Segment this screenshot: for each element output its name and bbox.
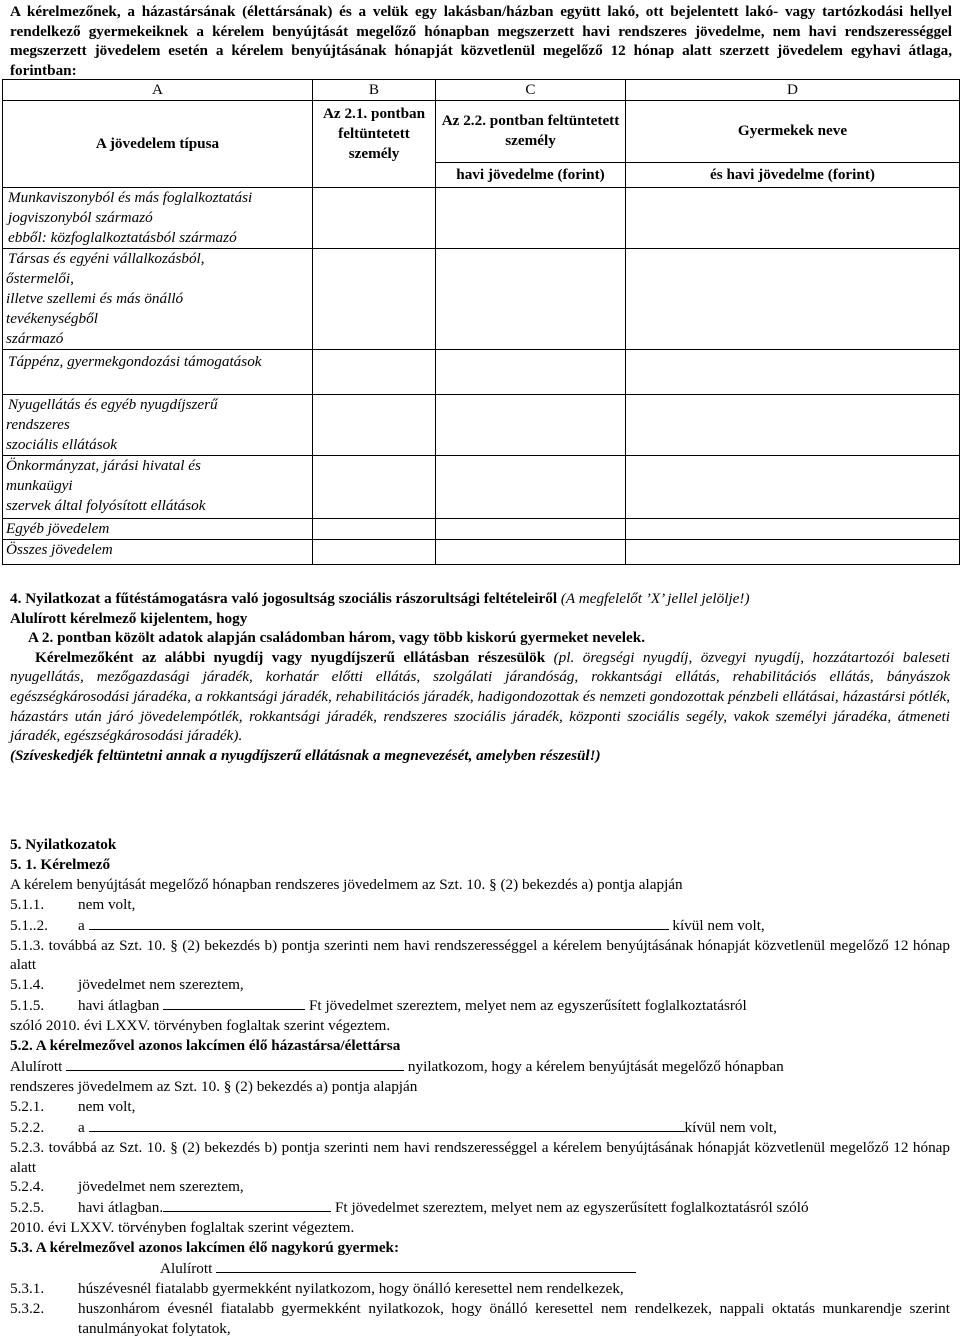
section-5 (10, 835, 950, 1339)
table-cell[interactable] (626, 456, 960, 519)
table-cell[interactable] (626, 188, 960, 249)
table-cell[interactable] (436, 350, 626, 395)
table-cell[interactable] (436, 188, 626, 249)
option-5-2-4[interactable]: 5.2.4. jövedelmet nem szereztem, (10, 1178, 244, 1196)
table-cell[interactable] (313, 350, 436, 395)
section-4-line: Alulírott kérelmező kijelentem, hogy (10, 609, 248, 627)
column-letter: B (313, 80, 436, 101)
name-field[interactable] (216, 1258, 636, 1273)
header-row (3, 101, 960, 163)
table-cell[interactable] (436, 249, 626, 350)
table-row (3, 456, 960, 519)
option-5-1-2[interactable]: 5.1..2. a kívül nem volt, (10, 916, 765, 934)
table-cell[interactable] (313, 188, 436, 249)
column-letter: D (626, 80, 960, 101)
table-row (3, 350, 960, 395)
blank-field[interactable] (163, 995, 305, 1010)
row-label: Társas és egyéni vállalkozásból, őstermelői, illetve szellemi és más önálló tevékenységből származó (3, 249, 313, 350)
option-5-2-5[interactable]: 5.2.5. havi átlagban. Ft jövedelmet szereztem, melyet nem az egyszerűsített foglalkoztatásról szóló (10, 1199, 809, 1217)
option-5-1-5-cont: szóló 2010. évi LXXV. törvényben foglaltak szerint végeztem. (10, 1017, 391, 1035)
table-row (3, 540, 960, 565)
table-cell[interactable] (626, 519, 960, 540)
table-cell[interactable] (313, 456, 436, 519)
option-5-1-5[interactable]: 5.1.5. havi átlagban Ft jövedelmet szereztem, melyet nem az egyszerűsített foglalkoztatásról (10, 997, 747, 1015)
row-label: Táppénz, gyermekgondozási támogatások (3, 350, 313, 395)
table-cell[interactable] (626, 350, 960, 395)
name-field[interactable] (66, 1056, 404, 1071)
row-label: Munkaviszonyból és más foglalkoztatási jogviszonyból származó ebből: közfoglalkoztatásból származó (3, 188, 313, 249)
section-5-3-declaration: Alulírott (10, 1258, 950, 1279)
subheader-children-income: és havi jövedelme (forint) (626, 162, 960, 187)
table-cell[interactable] (313, 395, 436, 456)
section-4 (10, 589, 950, 765)
income-table (2, 79, 960, 565)
row-label: Önkormányzat, járási hivatal és munkaügyi szervek által folyósított ellátások (3, 456, 313, 519)
subheader-monthly-income: havi jövedelme (forint) (436, 162, 626, 187)
table-row (3, 395, 960, 456)
row-label: Összes jövedelem (3, 540, 313, 565)
section-5-2-cont: rendszeres jövedelmem az Szt. 10. § (2) bekezdés a) pontja alapján (10, 1077, 418, 1095)
column-letter: C (436, 80, 626, 101)
table-cell[interactable] (313, 519, 436, 540)
option-5-2-5-cont: 2010. évi LXXV. törvényben foglaltak szerint végeztem. (10, 1219, 355, 1237)
option-5-2-3: 5.2.3. továbbá az Szt. 10. § (2) bekezdés b) pontja szerinti nem havi rendszerességgel a kérelem benyújtásának hónapját közvetlenül megelőző 12 hónap alatt (10, 1138, 950, 1176)
row-label: Nyugellátás és egyéb nyugdíjszerű rendszeres szociális ellátások (3, 395, 313, 456)
section-5-2-declaration: Alulírott nyilatkozom, hogy a kérelem benyújtását megelőző hónapban (10, 1057, 784, 1075)
section-4-title: 4. Nyilatkozat a fűtéstámogatásra való jogosultság szociális rászorultsági feltételeiről (A megfelelőt ’X’ jellel jelölje!) (10, 590, 750, 607)
table-cell[interactable] (313, 540, 436, 565)
option-5-1-3: 5.1.3. továbbá az Szt. 10. § (2) bekezdés b) pontja szerinti nem havi rendszerességgel a kérelem benyújtásának hónapját közvetlenül megelőző 12 hónap alatt (10, 936, 950, 974)
header-children-name: Gyermekek neve (626, 101, 960, 163)
table-row (3, 519, 960, 540)
table-row (3, 188, 960, 249)
section-5-2-title: 5.2. A kérelmezővel azonos lakcímen élő házastársa/élettársa (10, 1037, 401, 1055)
option-three-children[interactable]: A 2. pontban közölt adatok alapján családomban három, vagy több kiskorú gyermeket nevelek. (28, 629, 645, 647)
table-cell[interactable] (436, 519, 626, 540)
option-5-2-2[interactable]: 5.2.2. a kívül nem volt, (10, 1118, 777, 1136)
header-person-2-2: Az 2.2. pontban feltüntetett személy (436, 101, 626, 163)
section-5-3-title: 5.3. A kérelmezővel azonos lakcímen élő nagykorú gyermek: (10, 1239, 400, 1257)
intro-paragraph: A kérelmezőnek, a házastársának (élettársának) és a velük egy lakásban/házban együtt lakó, ott bejelentett lakó- vagy tartózkodási hellyel rendelkező gyermekeiknek a kérelem benyújtását megelőző hónapban megszerzett havi rendszeres jövedelme, nem havi rendszerességgel megszerzett jövedelem esetén a kérelem benyújtásának hónapját közvetlenül megelőző 12 hónap alatt szerzett jövedelem egyhavi átlaga, forintban: (10, 3, 952, 79)
table-cell[interactable] (436, 456, 626, 519)
table-cell[interactable] (626, 249, 960, 350)
column-letter-row (3, 80, 960, 101)
section-5-1-title: 5. 1. Kérelmező (10, 855, 111, 873)
table-row (3, 249, 960, 350)
header-income-type: A jövedelem típusa (3, 101, 313, 188)
table-cell[interactable] (626, 395, 960, 456)
table-cell[interactable] (626, 540, 960, 565)
option-pension[interactable]: Kérelmezőként az alábbi nyugdíj vagy nyugdíjszerű ellátásban részesülök (pl. öregségi nyugdíj, özvegyi nyugdíj, hozzátartozói baleseti nyugellátás, mezőgazdasági járadék, korhatár előtti ellátás, szolgálati járandóság, rokkantsági ellátás, rehabilitációs ellátás, bányászok egészségkárosodási járadéka, a rokkantsági járadék, rehabilitációs járadék, hadigondozottak és nemzeti gondozottak pénzbeli ellátásai, házastársi pótlék, házastárs után járó jövedelempótlék, rokkantsági járadék, rendszeres szociális járadék, központi szociális segély, vakok személyi járadéka, átmeneti járadék, egészségkárosodási járadék). (10, 648, 950, 745)
blank-field[interactable] (163, 1197, 331, 1212)
section-4-note: (Szíveskedjék feltüntetni annak a nyugdíjszerű ellátásnak a megnevezését, amelyben részesül!) (10, 746, 601, 764)
column-letter: A (3, 80, 313, 101)
table-cell[interactable] (313, 249, 436, 350)
blank-field[interactable] (89, 915, 669, 930)
option-5-2-1[interactable]: 5.2.1. nem volt, (10, 1097, 136, 1115)
option-5-3-1[interactable]: 5.3.1. húszévesnél fiatalabb gyermekként nyilatkozom, hogy önálló keresettel nem rendelkezek, (10, 1279, 624, 1297)
header-person-2-1: Az 2.1. pontban feltüntetett személy (313, 101, 436, 188)
table-cell[interactable] (436, 540, 626, 565)
section-5-title: 5. Nyilatkozatok (10, 836, 117, 853)
row-label: Egyéb jövedelem (3, 519, 313, 540)
option-5-3-2[interactable]: 5.3.2. huszonhárom évesnél fiatalabb gyermekként nyilatkozok, hogy önálló keresettel nem rendelkezek, nappali oktatás munkarendje szerint tanulmányokat folytatok, (10, 1299, 950, 1337)
option-5-1-4[interactable]: 5.1.4. jövedelmet nem szereztem, (10, 976, 244, 994)
option-5-1-1[interactable]: 5.1.1. nem volt, (10, 895, 136, 913)
table-cell[interactable] (436, 395, 626, 456)
section-5-1-intro: A kérelem benyújtását megelőző hónapban rendszeres jövedelmem az Szt. 10. § (2) bekezdés a) pontja alapján (10, 875, 683, 893)
blank-field[interactable] (89, 1117, 685, 1132)
